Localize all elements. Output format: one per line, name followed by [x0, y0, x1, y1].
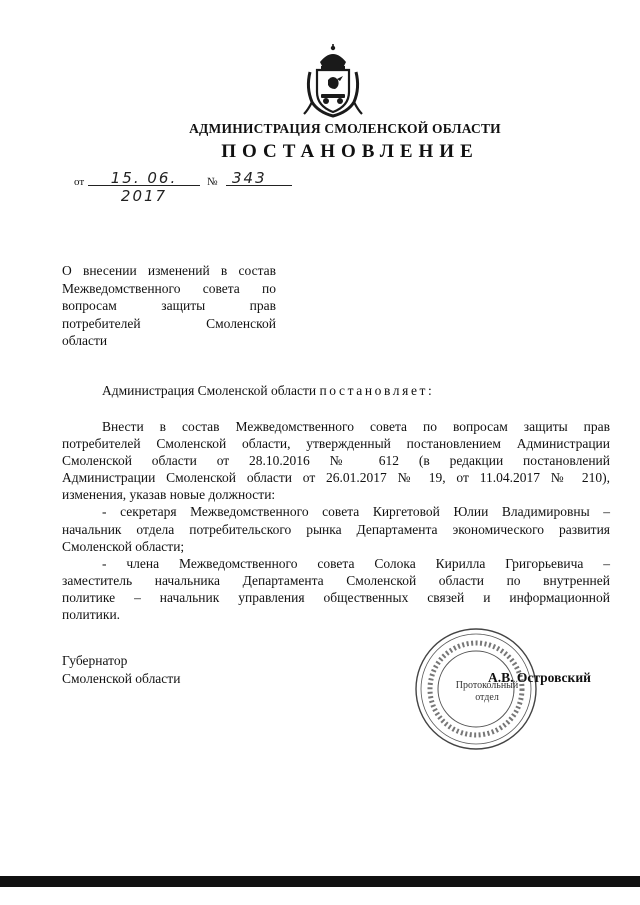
signer-position [62, 652, 180, 687]
body-line: потребителей Смоленской области, утвержденный постановлением Администрации [62, 436, 610, 452]
document-date: 15. 06. 2017 [88, 169, 200, 186]
document-body [62, 418, 610, 623]
subject-line: вопросам защиты прав [62, 298, 276, 313]
body-line: - секретаря Межведомственного совета Киргетовой Юлии Владимировны – [102, 504, 610, 520]
body-line: Администрации Смоленской области от 26.01.2017 № 19, от 11.04.2017 № 210), [62, 470, 610, 486]
body-line: Внести в состав Межведомственного совета по вопросам защиты прав [102, 419, 610, 434]
signer-name: А.В. Островский [488, 670, 591, 685]
body-line: изменения, указав новые должности: [62, 487, 276, 503]
seal-line: Протокольный [455, 680, 519, 691]
scan-edge-bar [0, 876, 640, 887]
subject-line: области [62, 333, 108, 348]
document-subject [62, 262, 276, 350]
body-line: Смоленской области; [62, 538, 185, 554]
subject-line: Межведомственного совета по [62, 280, 276, 296]
body-line: Смоленской области от 28.10.2016 № 612 (в редакции постановлений [62, 453, 610, 469]
body-line: политике – начальник управления общественных связей и информационной [62, 589, 610, 605]
body-line: заместитель начальника Департамента Смоленской области по внутренней [62, 572, 610, 588]
document-type-title: ПОСТАНОВЛЕНИЕ [221, 141, 479, 162]
authority-name: АДМИНИСТРАЦИЯ СМОЛЕНСКОЙ ОБЛАСТИ [189, 121, 501, 136]
coat-of-arms-icon [302, 42, 364, 122]
body-line: - члена Межведомственного совета Солока Кирилла Григорьевича – [102, 555, 610, 571]
preamble-resolves: постановляет: [319, 383, 435, 398]
subject-line: потребителей Смоленской [62, 315, 276, 331]
date-number-line [74, 169, 294, 205]
number-label: № [207, 176, 218, 188]
signer-position-line: Смоленской области [62, 670, 181, 686]
signer-position-line: Губернатор [62, 653, 128, 668]
preamble [102, 382, 434, 399]
document-number: 343 [226, 169, 292, 186]
body-line: начальник отдела потребительского рынка Департамента экономического развития [62, 521, 610, 537]
preamble-text: Администрация Смоленской области [102, 383, 317, 398]
subject-line: О внесении изменений в состав [62, 263, 276, 278]
date-label: от [74, 176, 85, 188]
seal-line: отдел [475, 692, 499, 703]
body-line: политики. [62, 607, 121, 623]
